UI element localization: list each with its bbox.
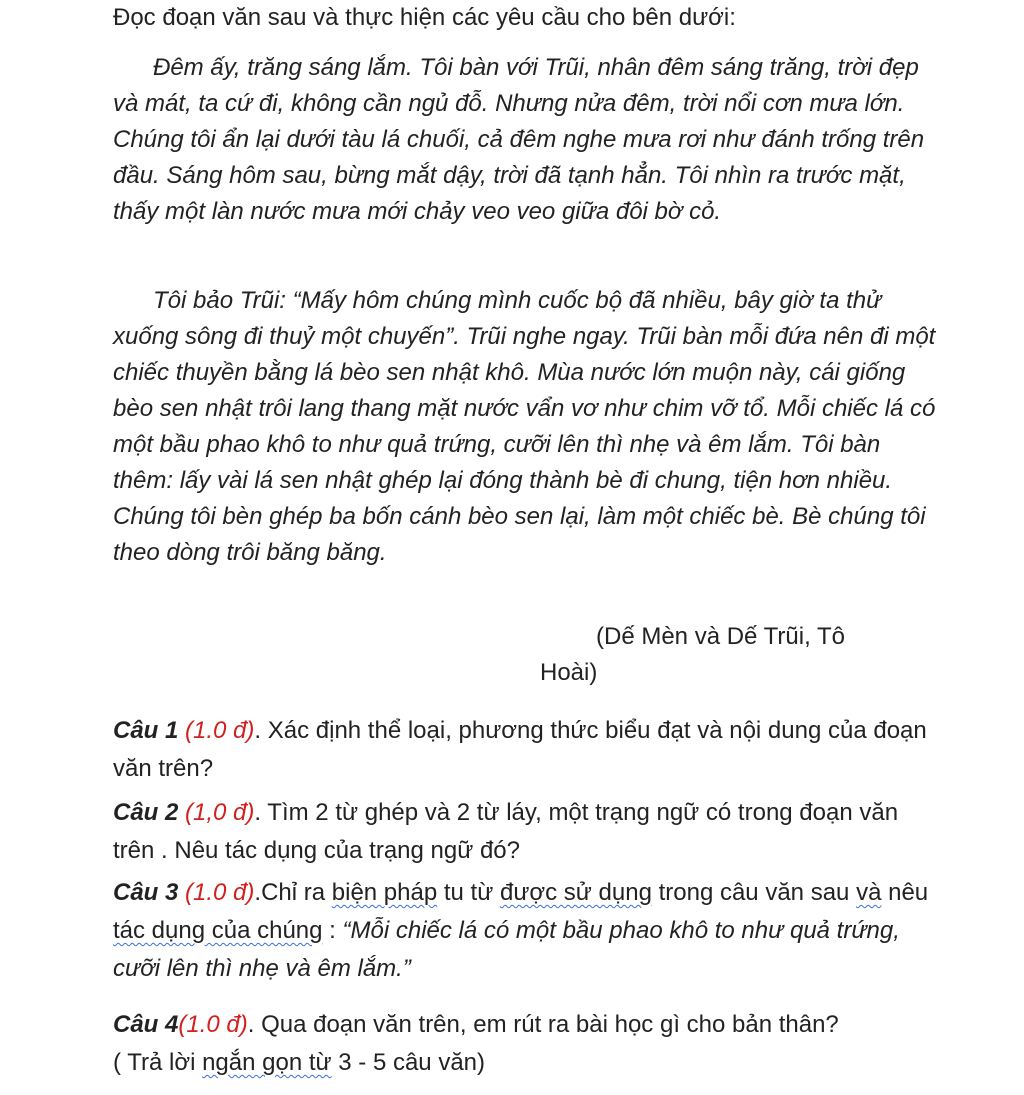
question-label: Câu 2 — [113, 799, 179, 826]
question-4 — [113, 1006, 943, 1082]
question-1 — [113, 712, 943, 788]
passage-source — [540, 619, 900, 691]
question-text: tu từ — [437, 879, 500, 906]
paragraph-text: Đêm ấy, trăng sáng lắm. Tôi bàn với Trũi, nhân đêm sáng trăng, trời đẹp và mát, ta cứ đi, không cần ngủ đỗ. Nhưng nửa đêm, trời nổi cơn mưa lớn. Chúng tôi ẩn lại dưới tàu lá chuối, cả đêm nghe mưa rơi như đánh trống trên đầu. Sáng hôm sau, bừng mắt dậy, trời đã tạnh hẳn. Tôi nhìn ra trước mặt, thấy một làn nước mưa mới chảy veo veo giữa đôi bờ cỏ. — [113, 54, 925, 225]
question-3 — [113, 874, 943, 988]
question-points: (1.0 đ) — [178, 1011, 248, 1038]
source-line-1: (Dế Mèn và Dế Trũi, Tô — [596, 623, 845, 650]
paragraph-text: Tôi bảo Trũi: “Mấy hôm chúng mình cuốc bộ đã nhiều, bây giờ ta thử xuống sông đi thuỷ một chuyến”. Trũi nghe ngay. Trũi bàn mỗi đứa nên đi một chiếc thuyền bằng lá bèo sen nhật khô. Mùa nước lớn muộn này, cái giống bèo sen nhật trôi lang thang mặt nước vẩn vơ như chim vỡ tổ. Mỗi chiếc lá có một bầu phao khô to như quả trứng, cưỡi lên thì nhẹ và êm lắm. Tôi bàn thêm: lấy vài lá sen nhật ghép lại đóng thành bè đi chung, tiện hơn nhiều. Chúng tôi bèn ghép ba bốn cánh bèo sen lại, làm một chiếc bè. Bè chúng tôi theo dòng trôi băng băng. — [113, 287, 936, 566]
question-points: (1.0 đ) — [185, 717, 255, 744]
instruction-text: Đọc đoạn văn sau và thực hiện các yêu cầu cho bên dưới: — [113, 4, 736, 31]
question-text: . Tìm 2 từ ghép và 2 từ láy, một trạng ngữ có trong đoạn văn trên . Nêu tác dụng của trạng ngữ đó? — [113, 799, 899, 864]
question-text: trong câu văn sau — [651, 879, 857, 906]
question-note: 3 - 5 câu văn) — [331, 1049, 486, 1076]
question-note: ( Trả lời — [113, 1049, 203, 1076]
question-points: (1.0 đ) — [185, 879, 255, 906]
question-label: Câu 1 — [113, 717, 179, 744]
question-text: . Xác định thể loại, phương thức biểu đạt và nội dung của đoạn văn trên? — [113, 717, 927, 782]
passage-paragraph-1 — [113, 50, 943, 230]
question-text: : — [322, 917, 343, 944]
spellcheck-word: tác dụng của chúng — [113, 917, 323, 944]
question-quote: “Mỗi chiếc lá có một bầu phao khô to như quả trứng, cưỡi lên thì nhẹ và êm lắm.” — [113, 917, 900, 982]
spellcheck-word: được sử dụng — [499, 879, 652, 906]
source-line-2: Hoài) — [540, 659, 598, 686]
question-2 — [113, 794, 943, 870]
spellcheck-word: ngắn gọn từ — [202, 1049, 332, 1076]
question-label: Câu 4 — [113, 1011, 179, 1038]
question-text: .Chỉ ra — [254, 879, 332, 906]
question-label: Câu 3 — [113, 879, 179, 906]
question-text: . Qua đoạn văn trên, em rút ra bài học gì cho bản thân? — [247, 1011, 839, 1038]
spellcheck-word: và — [856, 879, 882, 906]
spellcheck-word: biện pháp — [331, 879, 438, 906]
question-points: (1,0 đ) — [185, 799, 255, 826]
question-text: nêu — [881, 879, 929, 906]
passage-paragraph-2 — [113, 283, 943, 571]
